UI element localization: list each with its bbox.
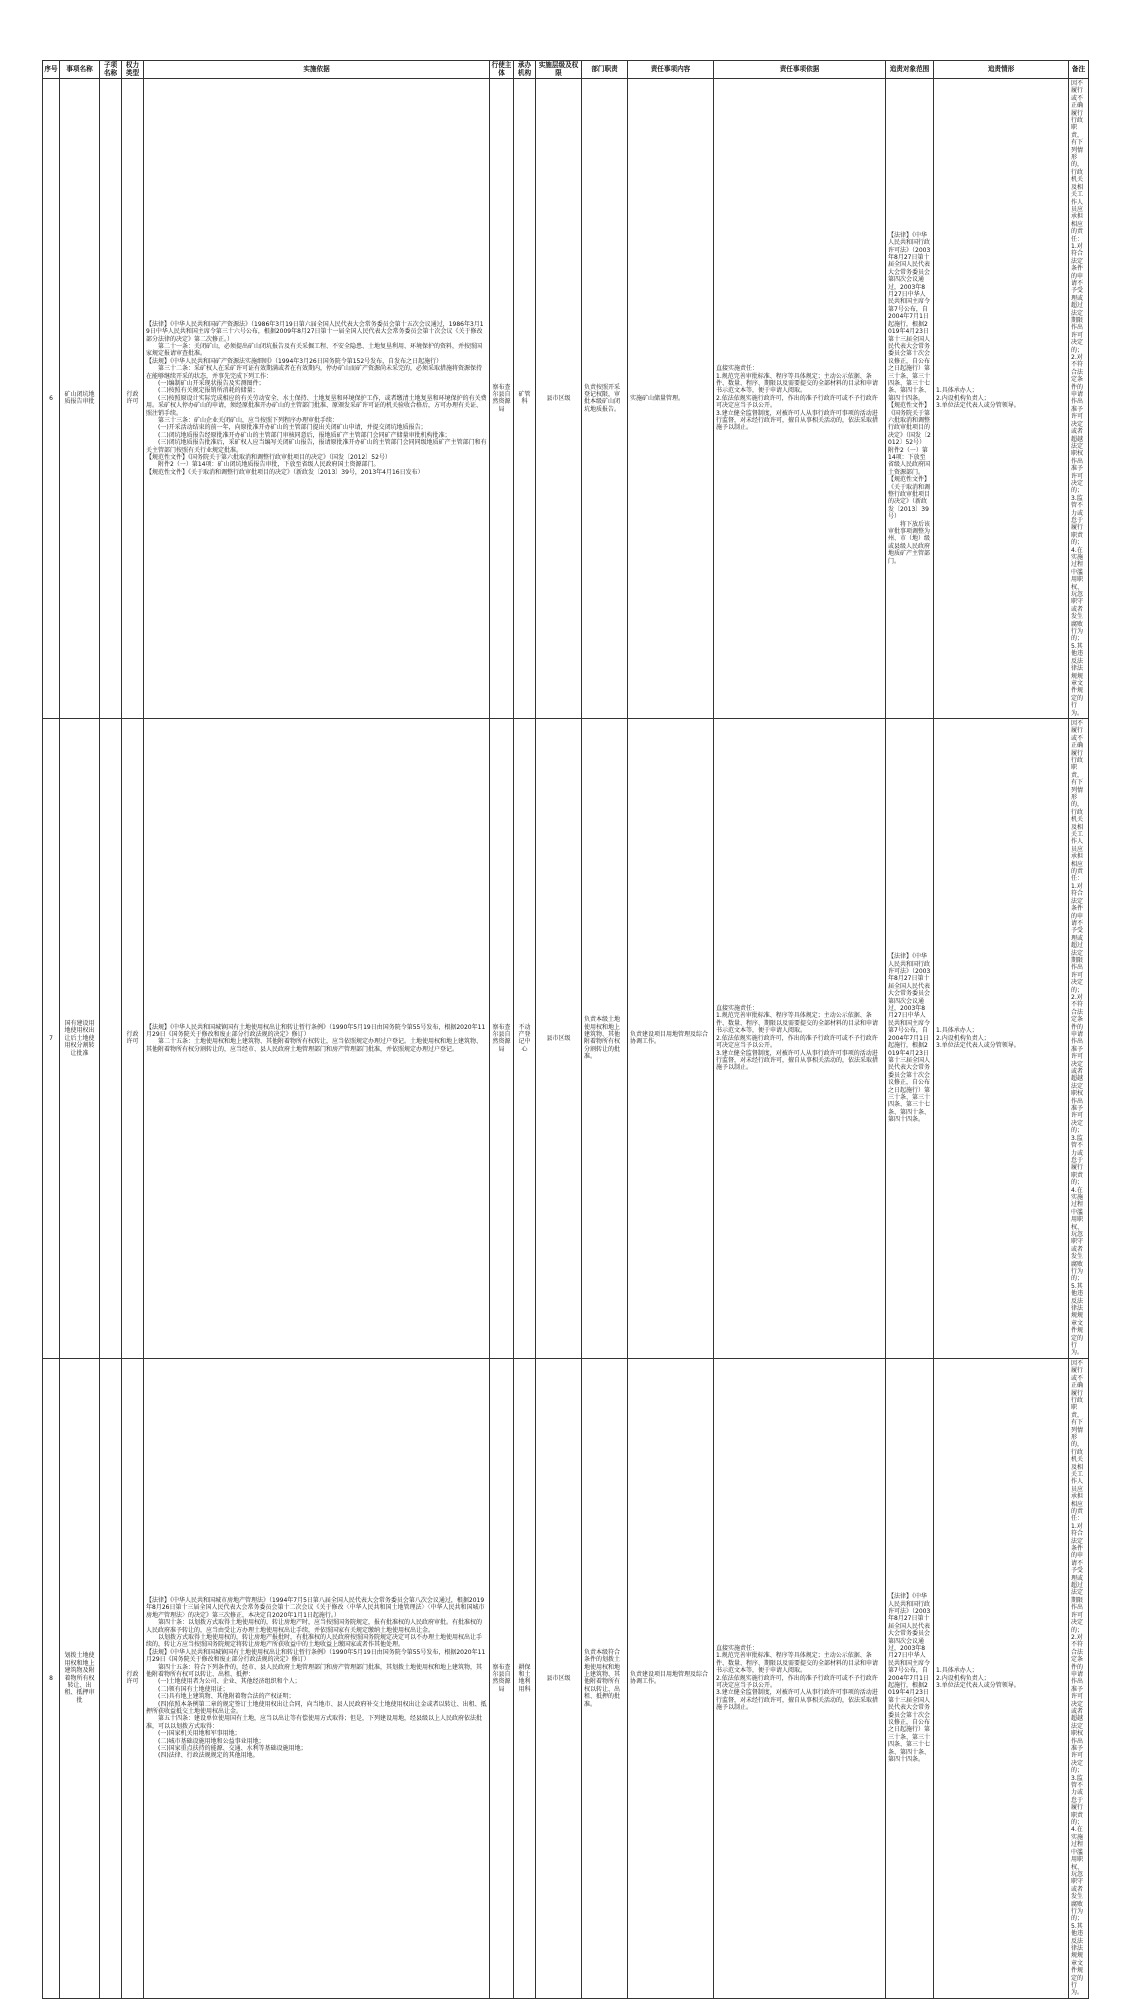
row-content: 直接实施责任： 1.规范完善审批标准、程序等具体规定；主动公示依据、条件、数量、程序、期限以及需要提交的全部材料的目录和申请书示范文本等，便于申请人阅取。 2.依法依规实施行政许可，作出的准予行政许可或不予行政许可决定应当予以公开。 3.建立健全监督制度，对被许可人从事行政许可事项的活动进行监督，对未经行政许可，擅自从事相关活动的，依法采取措施予以制止。 — [716, 365, 879, 432]
row-sub — [100, 1358, 122, 1998]
row-no: 7 — [43, 718, 60, 1358]
row-name: 矿山闭坑地质报告审批 — [60, 79, 100, 719]
row-level: 县市区级 — [536, 79, 582, 719]
row-scope: 1.具体承办人； 2.内设机构负责人； 3.单位法定代表人或分管领导。 — [936, 387, 1020, 410]
table-row — [43, 718, 1089, 1358]
row-scope: 1.具体承办人； 2.内设机构负责人； 3.单位法定代表人或分管领导。 — [936, 1027, 1020, 1050]
row-name: 国有建设用地使用权出让后土地使用权分割转让批准 — [60, 718, 100, 1358]
row-duty: 负责建设项目用地管理及综合协调工作。 — [628, 718, 714, 1358]
header-name: 事项名称 — [60, 61, 100, 79]
row-duty: 负责建设项目用地管理及综合协调工作。 — [628, 1358, 714, 1998]
row-power: 负责本级符合条件的划拨土地使用权和地上建筑物、其他附着物所有权以转让、出租、抵押的批准。 — [582, 1358, 628, 1998]
header-type: 权力类型 — [122, 61, 144, 79]
header-sub: 子项名称 — [100, 61, 122, 79]
row-basis: 【法律】《中华人民共和国城市房地产管理法》（1994年7月5日第八届全国人民代表大会常务委员会第八次会议通过，根据2019年8月26日第十三届全国人民代表大会常务委员会第十二次会议《关于修改〈中华人民共和国土地管理法〉〈中华人民共和国城市房地产管理法〉的决定》第三次修正，本决定自2020年1月1日起施行。） 第四十条：以划拨方式取得土地使用权的，转让房地产时，应当按照国务院规定，报有批准权的人民政府审批。有批准权的人民政府准予转让的，应当由受让方办理土地使用权出让手续，并依照国家有关规定缴纳土地使用权出让金。 以划拨方式取得土地使用权的，转让房地产报批时，有批准权的人民政府按照国务院规定决定可以不办理土地使用权出让手续的，转让方应当按照国务院规定将转让房地产所获收益中的土地收益上缴国家或者作其他处理。 【法规】《中华人民共和国城镇国有土地使用权出让和转让暂行条例》（1990年5月19日由国务院令第55号发布，根据2020年11月29日《国务院关于修改和废止部分行政法规的决定》修订） 第四十五条：符合下列条件的，经市、县人民政府土地管理部门和房产管理部门批准，其划拨土地使用权和地上建筑物，其他附着物所有权可以转让、出租、抵押： (一)土地使用者为公司、企业、其他经济组织和个人； (二)领有国有土地使用证； (三)具有地上建筑物、其他附着物合法的产权证明； (四)依照本条例第二章的规定签订土地使用权出让合同，向当地市、县人民政府补交土地使用权出让金或者以转让、出租、抵押所获收益抵交土地使用权出让金。 第五十四条：建设单位使用国有土地，应当以出让等有偿使用方式取得；但是，下列建设用地，经县级以上人民政府依法批准，可以以划拨方式取得： (一)国家机关用地和军事用地； (二)城市基础设施用地和公益事业用地； (三)国家重点扶持的能源、交通、水利等基础设施用地； (四)法律、行政法规规定的其他用地。 — [146, 1596, 487, 1760]
row-level: 县市区级 — [536, 1358, 582, 1998]
row-no: 8 — [43, 1358, 60, 1998]
row-duty: 实施矿山储量管理。 — [628, 79, 714, 719]
row-cases: 因不履行或不正确履行行政职责，有下列情形的，行政机关及相关工作人员应承担相应的责任： 1.对符合法定条件的申请不予受理或超过法定期限作出许可决定的； 2.对不符合法定条件的申请作出准予许可决定或者超越法定职权作出准予许可决定的； 3.监管不力或怠于履行职责的； 4.在实施过程中滥用职权、玩忽职守或者发生腐败行为的； 5.其他违反法律法规规章文件规定的行为。 — [1071, 719, 1084, 1357]
row-name: 划拨土地使用权和地上建筑物及附着物所有权转让、出租、抵押审批 — [60, 1358, 100, 1998]
row-org: 耕保和土地利用科 — [514, 1358, 536, 1998]
row-power: 负责按照开采登记权限，审批本级矿山闭坑地质报告。 — [582, 79, 628, 719]
table-row — [43, 79, 1089, 719]
row-no: 6 — [43, 79, 60, 719]
header-note: 备注 — [1069, 61, 1089, 79]
row-cases: 因不履行或不正确履行行政职责，有下列情形的，行政机关及相关工作人员应承担相应的责任： 1.对符合法定条件的申请不予受理或超过法定期限作出许可决定的； 2.对不符合法定条件的申请作出准予许可决定或者超越法定职权作出准予许可决定的； 3.监管不力或怠于履行职责的； 4.在实施过程中滥用职权、玩忽职守或者发生腐败行为的； 5.其他违反法律法规规章文件规定的行为。 — [1071, 1359, 1084, 1997]
row-subject: 察布查尔县自然资源局 — [490, 1358, 514, 1998]
row-scope: 1.具体承办人； 2.内设机构负责人； 3.单位法定代表人或分管领导。 — [936, 1667, 1020, 1690]
header-level: 实施层级及权限 — [536, 61, 582, 79]
row-power: 负责本级土地使用权和地上建筑物、其他附着物所有权分割转让的批准。 — [582, 718, 628, 1358]
header-scope: 追责对象范围 — [886, 61, 934, 79]
row-basis: 【法律】《中华人民共和国矿产资源法》（1986年3月19日第六届全国人民代表大会常务委员会第十五次会议通过，1986年3月19日中华人民共和国主席令第三十六号公布，根据2009年8月27日第十一届全国人民代表大会常务委员会第十次会议《关于修改部分法律的决定》第二次修正。） 第二十一条：关闭矿山，必须提出矿山闭坑报告及有关采掘工程、不安全隐患、土地复垦利用、环境保护的资料，并按照国家规定报请审查批准。 【法规】《中华人民共和国矿产资源法实施细则》（1994年3月26日国务院令第152号发布，自发布之日起施行） 第三十二条：采矿权人在采矿许可证有效期满或者在有效期内，停办矿山而矿产资源尚未采完的，必须采取措施将资源保持在能够继续开采的状态，并事先完成下列工作： (一)编制矿山开采现状报告及实测图件； (二)按照有关规定报销所消耗的储量； (三)按照原设计实际完成相应的有关劳动安全、水土保持、土地复垦和环境保护工作，或者缴清土地复垦和环境保护的有关费用。采矿权人停办矿山的申请，须经原批准开办矿山的主管部门批准、原颁发采矿许可证的机关验收合格后，方可办理有关证、照注销手续。 第三十三条：矿山企业关闭矿山，应当按照下列程序办理审批手续： (一)开采活动结束的前一年，向原批准开办矿山的主管部门提出关闭矿山申请，并提交闭坑地质报告； (二)闭坑地质报告经原批准开办矿山的主管部门审核同意后，报地质矿产主管部门会同矿产储量审批机构批准； (三)闭坑地质报告批准后，采矿权人应当编写关闭矿山报告，报请原批准开办矿山的主管部门会同同级地质矿产主管部门和有关主管部门按照有关行业规定批准。 【规范性文件】《国务院关于第六批取消和调整行政审批项目的决定》（国发〔2012〕52号） 附件2（一）第14项：矿山闭坑地质报告审批，下放至省级人民政府国土资源部门。 【规范性文件】《关于取消和调整行政审批项目的决定》（新政发〔2013〕39号，2013年4月16日发布） — [146, 320, 487, 476]
row-level: 县市区级 — [536, 718, 582, 1358]
row-dutybasis: 【法律】《中华人民共和国行政许可法》（2003年8月27日第十届全国人民代表大会常务委员会第四次会议通过，2003年8月27日中华人民共和国主席令第7号公布，自2004年7月1日起施行，根据2019年4月23日第十三届全国人民代表大会常务委员会第十次会议修正，自公布之日起施行）第三十条、第三十四条、第三十七条、第四十条、第四十四条。 — [888, 953, 931, 1124]
row-sub — [100, 79, 122, 719]
row-type: 行政许可 — [122, 1358, 144, 1998]
row-cases: 因不履行或不正确履行行政职责，有下列情形的，行政机关及相关工作人员应承担相应的责任： 1.对符合法定条件的申请不予受理或超过法定期限作出许可决定的； 2.对不符合法定条件的申请作出准予许可决定或者超越法定职权作出准予许可决定的； 3.监管不力或怠于履行职责的； 4.在实施过程中滥用职权、玩忽职守或者发生腐败行为的； 5.其他违反法律法规规章文件规定的行为。 — [1071, 80, 1084, 717]
header-content: 责任事项内容 — [628, 61, 714, 79]
header-subject: 行使主体 — [490, 61, 514, 79]
row-org: 矿管科 — [514, 79, 536, 719]
row-dutybasis: 【法律】《中华人民共和国行政许可法》（2003年8月27日第十届全国人民代表大会常务委员会第四次会议通过，2003年8月27日中华人民共和国主席令第7号公布，自2004年7月1日起施行，根据2019年4月23日第十三届全国人民代表大会常务委员会第十次会议修正，自公布之日起施行）第三十条、第三十四条、第三十七条、第四十条、第四十四条。 【规范性文件】《国务院关于第六批取消和调整行政审批项目的决定》（国发〔2012〕52号） 附件2（一）第14项：下放至省级人民政府国土资源部门。 【规范性文件】《关于取消和调整行政审批项目的决定》（新政发〔2013〕39号） 将下放后该审批事项调整为州、市（地）级或县级人民政府地质矿产主管部门。 — [888, 231, 931, 565]
header-org: 承办机构 — [514, 61, 536, 79]
row-dutybasis: 【法律】《中华人民共和国行政许可法》（2003年8月27日第十届全国人民代表大会常务委员会第四次会议通过，2003年8月27日中华人民共和国主席令第7号公布，自2004年7月1日起施行，根据2019年4月23日第十三届全国人民代表大会常务委员会第十次会议修正，自公布之日起施行）第三十条、第三十四条、第三十七条、第四十条、第四十四条。 — [888, 1593, 931, 1764]
row-subject: 察布查尔县自然资源局 — [490, 718, 514, 1358]
responsibility-table — [42, 60, 1089, 1999]
row-type: 行政许可 — [122, 79, 144, 719]
header-row — [43, 61, 1089, 79]
row-content: 直接实施责任： 1.规范完善审批标准、程序等具体规定；主动公示依据、条件、数量、程序、期限以及需要提交的全部材料的目录和申请书示范文本等，便于申请人阅取。 2.依法依规实施行政许可，作出的准予行政许可或不予行政许可决定应当予以公开。 3.建立健全监督制度，对被许可人从事行政许可事项的活动进行监督，对未经行政许可，擅自从事相关活动的，依法采取措施予以制止。 — [716, 1645, 879, 1712]
header-no: 序号 — [43, 61, 60, 79]
row-sub — [100, 718, 122, 1358]
row-subject: 察布查尔县自然资源局 — [490, 79, 514, 719]
header-duty: 部门职责 — [582, 61, 628, 79]
row-type: 行政许可 — [122, 718, 144, 1358]
header-dutybasis: 责任事项依据 — [714, 61, 886, 79]
table-row — [43, 1358, 1089, 1998]
row-org: 不动产登记中心 — [514, 718, 536, 1358]
row-basis: 【法规】《中华人民共和国城镇国有土地使用权出让和转让暂行条例》（1990年5月19日由国务院令第55号发布，根据2020年11月29日《国务院关于修改和废止部分行政法规的决定》修订） 第二十五条：土地使用权和地上建筑物、其他附着物所有权转让，应当依照规定办理过户登记。土地使用权和地上建筑物、其他附着物所有权分割转让的，应当经市、县人民政府土地管理部门和房产管理部门批准，并依照规定办理过户登记。 — [146, 1023, 486, 1053]
header-cases: 追责情形 — [934, 61, 1069, 79]
row-content: 直接实施责任： 1.规范完善审批标准、程序等具体规定；主动公示依据、条件、数量、程序、期限以及需要提交的全部材料的目录和申请书示范文本等，便于申请人阅取。 2.依法依规实施行政许可，作出的准予行政许可或不予行政许可决定应当予以公开。 3.建立健全监督制度，对被许可人从事行政许可事项的活动进行监督，对未经行政许可，擅自从事相关活动的，依法采取措施予以制止。 — [716, 1005, 879, 1072]
header-basis: 实施依据 — [144, 61, 490, 79]
